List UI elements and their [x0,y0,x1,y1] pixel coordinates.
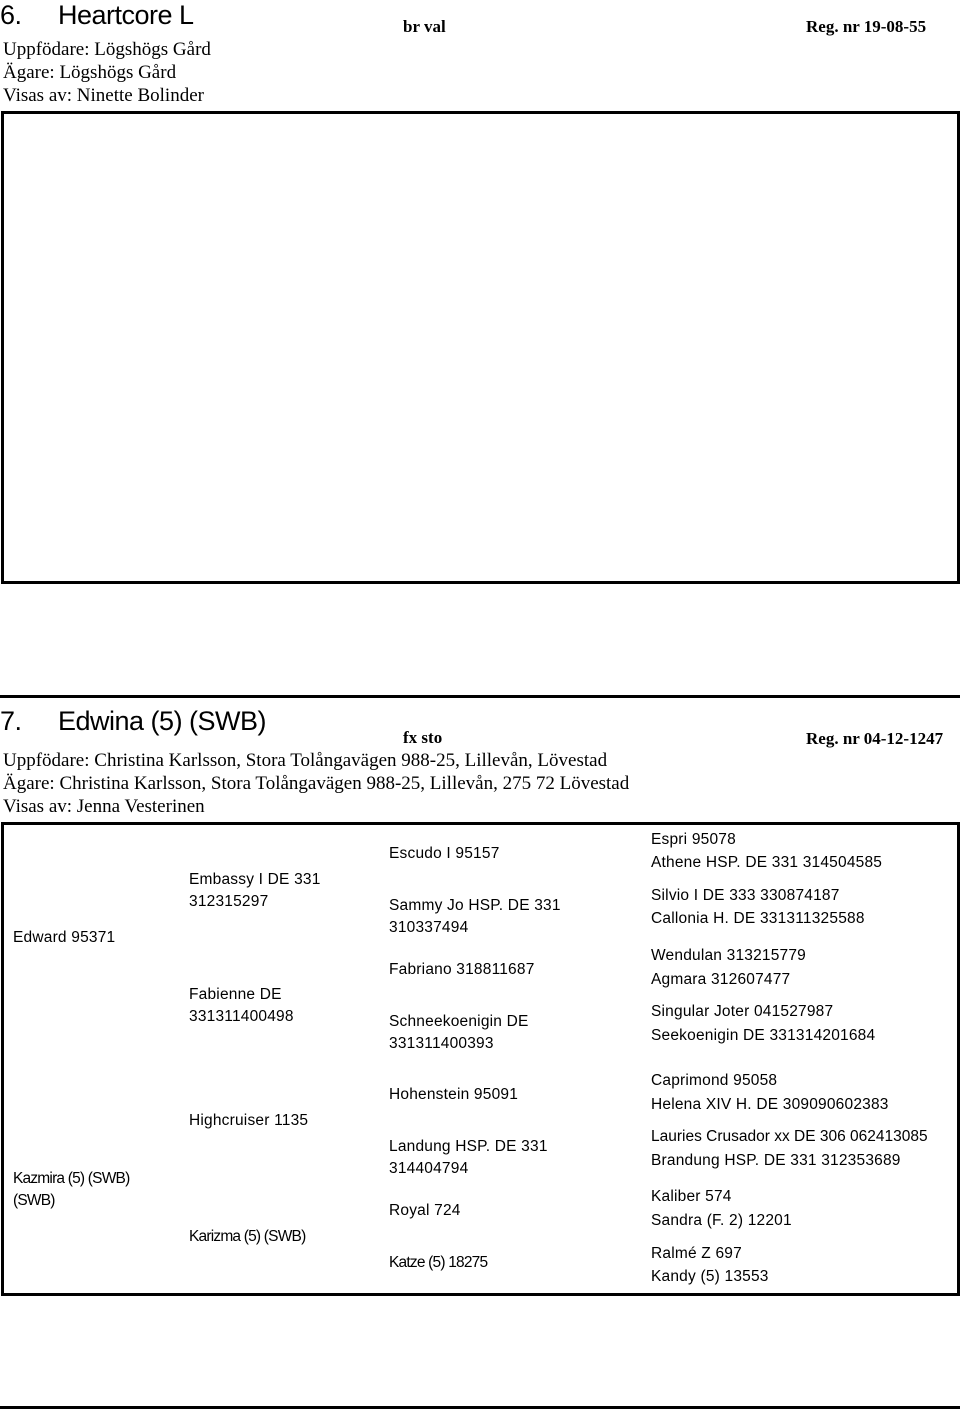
entry7-breeder: Uppfödare: Christina Karlsson, Stora Tolångavägen 988-25, Lillevån, Lövestad [3,750,608,771]
entry6-horse-name: Heartcore L [58,0,194,30]
pedigree-gen4-1: Espri 95078 [651,831,736,848]
entry6-shown-by: Visas av: Ninette Bolinder [3,85,204,106]
pedigree-gen4-7: Singular Joter 041527987 [651,1003,834,1020]
pedigree-gen4-14: Sandra (F. 2) 12201 [651,1212,792,1229]
entry6-breed: br val [403,17,446,36]
entry7-horse-name: Edwina (5) (SWB) [58,706,267,736]
entry6-number: 6. [0,0,22,30]
pedigree-gen4-11: Lauries Crusador xx DE 306 062413085 [651,1128,928,1145]
pedigree-dss: Hohenstein 95091 [389,1086,519,1103]
pedigree-gen4-13: Kaliber 574 [651,1188,732,1205]
pedigree-sds: Fabriano 318811687 [389,961,535,978]
entry-separator [0,695,960,698]
pedigree-dds: Royal 724 [389,1202,461,1219]
pedigree-gen4-2: Athene HSP. DE 331 314504585 [651,854,883,871]
pedigree-sire-sire: Embassy I DE 331 312315297 [189,871,321,910]
pedigree-dsd: Landung HSP. DE 331 314404794 [389,1138,548,1177]
pedigree-gen4-5: Wendulan 313215779 [651,947,807,964]
pedigree-sdd: Schneekoenigin DE 331311400393 [389,1013,529,1052]
entry6-reg-number: Reg. nr 19-08-55 [806,17,927,36]
pedigree-dam-dam: Karizma (5) (SWB) [189,1228,306,1245]
pedigree-sire: Edward 95371 [13,929,116,946]
pedigree-gen4-6: Agmara 312607477 [651,971,791,988]
pedigree-gen4-16: Kandy (5) 13553 [651,1268,769,1285]
entry7-owner: Ägare: Christina Karlsson, Stora Tolångavägen 988-25, Lillevån, 275 72 Lövestad [3,773,630,794]
pedigree-dam-sire: Highcruiser 1135 [189,1112,309,1129]
pedigree-gen4-9: Caprimond 95058 [651,1072,778,1089]
pedigree-ssd: Sammy Jo HSP. DE 331 310337494 [389,897,561,936]
pedigree-gen4-10: Helena XIV H. DE 309090602383 [651,1096,889,1113]
entry7-breed: fx sto [403,728,443,747]
pedigree-gen4-12: Brandung HSP. DE 331 312353689 [651,1152,901,1169]
pedigree-dam: Kazmira (5) (SWB) (SWB) [13,1170,130,1209]
pedigree-gen4-8: Seekoenigin DE 331314201684 [651,1027,876,1044]
pedigree-ddd: Katze (5) 18275 [389,1254,488,1271]
entry6-breeder: Uppfödare: Lögshögs Gård [3,39,211,60]
entry7-shown-by: Visas av: Jenna Vesterinen [3,796,205,817]
pedigree-sss: Escudo I 95157 [389,845,500,862]
entry6-owner: Ägare: Lögshögs Gård [3,62,177,83]
pedigree-gen4-15: Ralmé Z 697 [651,1245,742,1262]
pedigree-gen4-3: Silvio I DE 333 330874187 [651,887,840,904]
entry7-reg-number: Reg. nr 04-12-1247 [806,729,944,748]
bottom-separator [0,1406,960,1409]
pedigree-sire-dam: Fabienne DE 331311400498 [189,986,294,1025]
entry6-pedigree-box [1,111,960,584]
entry7-number: 7. [0,706,22,736]
pedigree-gen4-4: Callonia H. DE 331311325588 [651,910,865,927]
